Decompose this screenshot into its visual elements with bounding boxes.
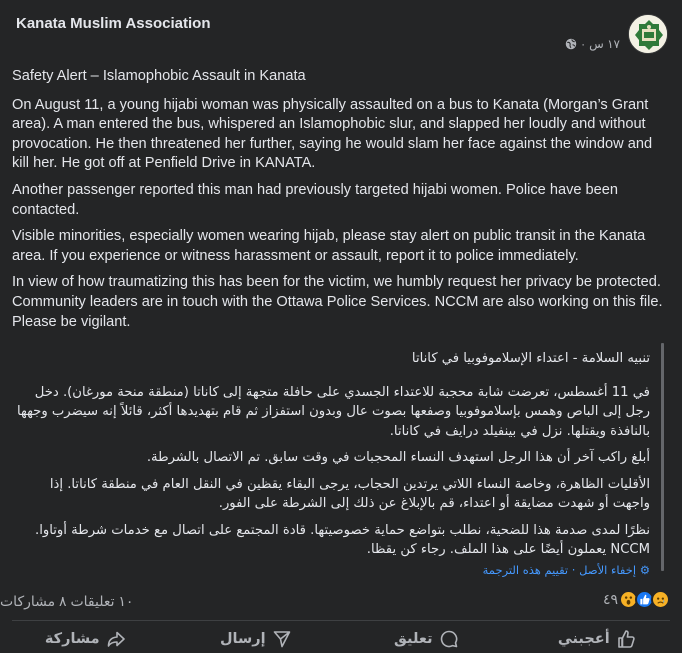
post-paragraph-4: In view of how traumatizing this has been for the victim, we humbly request her privacy be protected. Community leaders are in touch with the Ottawa Police Services. NCCM are also working on this file. Please be vigilant. bbox=[12, 274, 663, 330]
engagement-counts bbox=[0, 593, 133, 610]
post-paragraph-1: On August 11, a young hijabi woman was physically assaulted on a bus to Kanata (Morgan’s Grant area). A man entered the bus, whispered an Islamophobic slur, and slapped her loudly and without provocation. He then threatened her further, saying he would slam her face against the window and kill her. He got off at Penfield Drive in KANATA. bbox=[12, 96, 653, 172]
comment-button[interactable] bbox=[341, 624, 512, 653]
translation-body bbox=[12, 343, 652, 580]
post-header bbox=[0, 0, 682, 60]
share-button[interactable] bbox=[0, 624, 171, 653]
post-body bbox=[12, 67, 668, 339]
send-label: إرسال bbox=[219, 630, 266, 647]
page-avatar[interactable] bbox=[628, 14, 668, 54]
sad-reaction-icon bbox=[651, 590, 670, 609]
translation-paragraph-4: نظرًا لمدى صدمة هذا للضحية، نطلب بتواضع حماية خصوصيتها. قادة المجتمع على اتصال مع خدمات شرطة أوتاوا. NCCM يعملون أيضًا على هذا الملف. رجاء كن يقظا. bbox=[35, 522, 650, 557]
gear-icon[interactable]: ⚙ bbox=[639, 562, 650, 577]
like-button[interactable] bbox=[512, 624, 682, 653]
rate-translation-link[interactable]: تقييم هذه الترجمة bbox=[482, 562, 569, 577]
translation-title: تنبيه السلامة - اعتداء الإسلاموفوبيا في كاناتا bbox=[411, 351, 650, 366]
divider bbox=[12, 620, 670, 621]
post-stats bbox=[0, 588, 682, 616]
post-paragraph-3: Visible minorities, especially women wearing hijab, please stay alert on public transit in the Kanata area. If you experience or witness harassment or assault, report it to police immediately. bbox=[12, 228, 646, 264]
share-icon bbox=[106, 629, 126, 649]
globe-icon bbox=[565, 38, 577, 50]
reaction-count[interactable]: ٤٩ bbox=[602, 591, 618, 607]
link-separator: · bbox=[571, 562, 576, 577]
translation-scrollbar[interactable] bbox=[661, 343, 664, 571]
post-title: Safety Alert – Islamophobic Assault in Kanata bbox=[12, 68, 306, 84]
post-time[interactable]: ١٧ س bbox=[589, 37, 620, 51]
shares-count[interactable]: ٨ مشاركات bbox=[0, 593, 67, 609]
post-meta bbox=[565, 37, 620, 51]
comment-label: تعليق bbox=[393, 630, 433, 647]
send-icon bbox=[272, 629, 292, 649]
hide-original-link[interactable]: إخفاء الأصل bbox=[579, 562, 637, 577]
meta-separator: · bbox=[581, 37, 586, 51]
comment-icon bbox=[439, 629, 459, 649]
page-name[interactable]: Kanata Muslim Association bbox=[16, 15, 211, 32]
kma-logo-icon bbox=[629, 15, 668, 54]
translation-box bbox=[12, 343, 664, 577]
action-bar bbox=[0, 624, 682, 653]
like-label: أعجبني bbox=[557, 630, 610, 647]
reactions-summary[interactable] bbox=[603, 590, 670, 609]
translation-paragraph-2: أبلغ راكب آخر أن هذا الرجل استهدف النساء المحجبات في وقت سابق. تم الاتصال بالشرطة. bbox=[146, 450, 650, 465]
translation-paragraph-3: الأقليات الظاهرة، وخاصة النساء اللاتي يرتدين الحجاب، يرجى البقاء يقظين في النقل العام في منطقة كاناتا. إذا واجهت أو شهدت مضايقة أو اعتداء، قم بالإبلاغ عن ذلك إلى الشرطة على الفور. bbox=[49, 476, 650, 511]
translation-links bbox=[12, 561, 650, 581]
post-paragraph-2: Another passenger reported this man had previously targeted hijabi women. Police have been contacted. bbox=[12, 181, 619, 218]
send-button[interactable] bbox=[171, 624, 342, 653]
comments-count[interactable]: ١٠ تعليقات bbox=[70, 593, 134, 609]
translation-paragraph-1: في 11 أغسطس، تعرضت شابة محجبة للاعتداء الجسدي على حافلة متجهة إلى كاناتا (منطقة منحة مورغان). دخل رجل إلى الباص وهمس بإسلاموفوبيا وصفعها بصوت عال وبدون استفزاز ثم قام بتهديدها أكثر، قائلاً إنه سيضرب وجهها بالنافذة ويقتلها. نزل في بينفيلد درايف في كاناتا. bbox=[17, 384, 650, 439]
share-label: مشاركة bbox=[44, 630, 100, 647]
thumbs-up-icon bbox=[616, 629, 636, 649]
